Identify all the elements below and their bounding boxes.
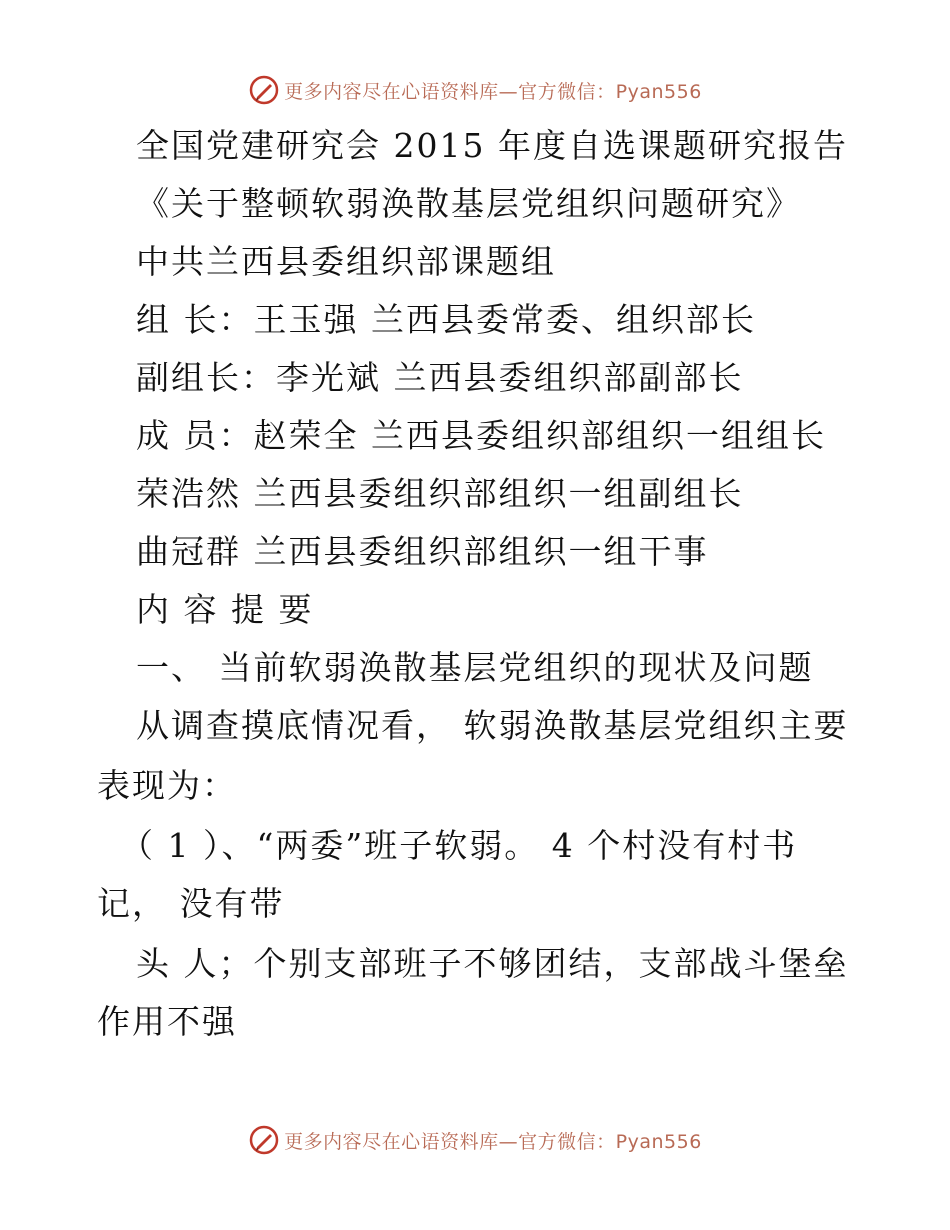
paragraph-3-line-1: 头 人；个别支部班子不够团结，支部战斗堡垒 bbox=[136, 944, 849, 983]
watermark-footer bbox=[0, 1120, 950, 1160]
pen-logo-icon bbox=[248, 1124, 280, 1156]
group-member-3: 曲冠群 兰西县委组织部组织一组干事 bbox=[136, 532, 709, 571]
watermark-header bbox=[0, 70, 950, 110]
group-member-1: 成 员：赵荣全 兰西县委组织部组织一组组长 bbox=[136, 416, 826, 455]
section-heading-1: 一、 当前软弱涣散基层党组织的现状及问题 bbox=[136, 648, 814, 687]
watermark-text: 更多内容尽在心语资料库—官方微信：Pyan556 bbox=[284, 80, 702, 103]
research-group: 中共兰西县委组织部课题组 bbox=[136, 242, 556, 281]
group-member-2: 荣浩然 兰西县委组织部组织一组副组长 bbox=[136, 474, 744, 513]
summary-heading: 内 容 提 要 bbox=[136, 590, 314, 629]
group-leader: 组 长：王玉强 兰西县委常委、组织部长 bbox=[136, 300, 756, 339]
paragraph-1-line-2: 表现为： bbox=[97, 766, 237, 805]
pen-logo-icon bbox=[248, 74, 280, 106]
paragraph-3-line-2: 作用不强 bbox=[97, 1002, 237, 1041]
paragraph-2-line-1: （ 1 ）、“两委”班子软弱。 4 个村没有村书 bbox=[120, 826, 798, 865]
paragraph-1-line-1: 从调查摸底情况看， 软弱涣散基层党组织主要 bbox=[136, 706, 849, 745]
watermark-text: 更多内容尽在心语资料库—官方微信：Pyan556 bbox=[284, 1130, 702, 1153]
document-subtitle: 《关于整顿软弱涣散基层党组织问题研究》 bbox=[136, 184, 801, 223]
document-title: 全国党建研究会 2015 年度自选课题研究报告 bbox=[136, 126, 848, 165]
paragraph-2-line-2: 记， 没有带 bbox=[97, 884, 285, 923]
group-deputy: 副组长：李光斌 兰西县委组织部副部长 bbox=[136, 358, 744, 397]
